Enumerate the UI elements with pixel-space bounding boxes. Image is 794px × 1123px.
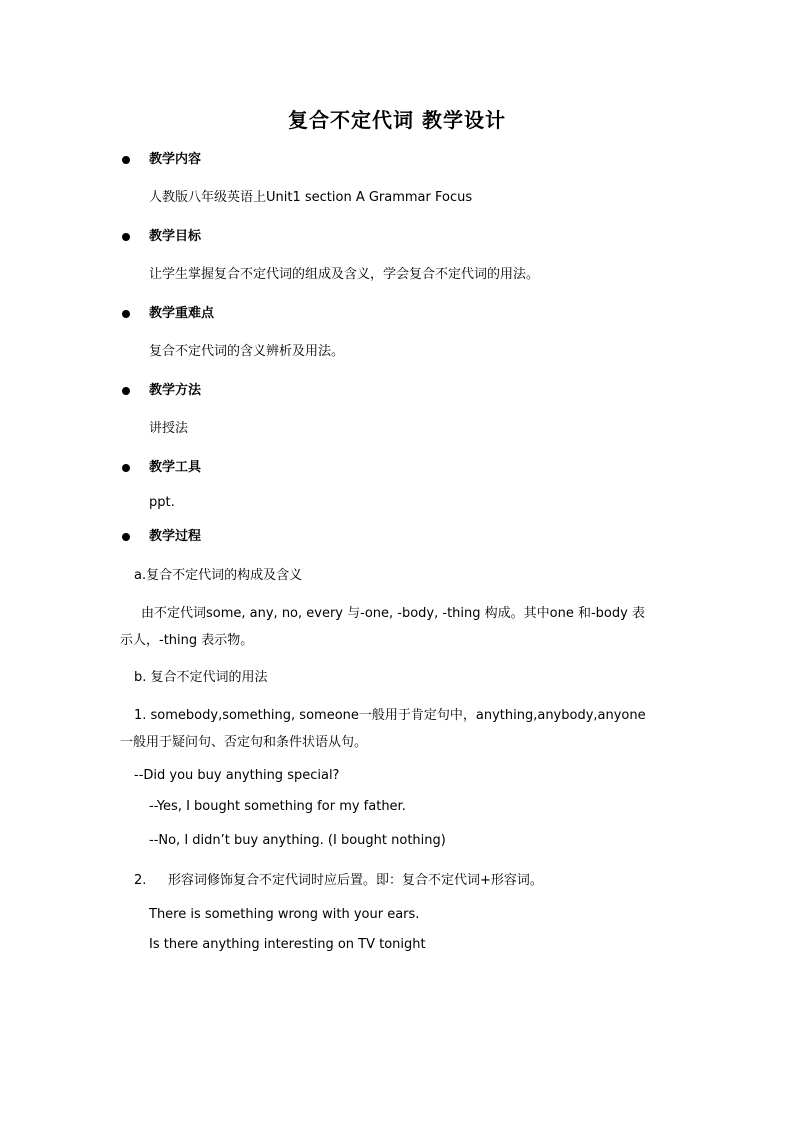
example-sentence-1: There is something wrong with your ears. (149, 907, 420, 922)
process-b2-number: 2. (134, 873, 147, 888)
bullet-icon (122, 387, 130, 395)
process-b-title: b. 复合不定代词的用法 (134, 670, 268, 685)
process-b1-text-line-2: 一般用于疑问句、否定句和条件状语从句。 (120, 735, 368, 750)
process-a-text-line-2: 示人，-thing 表示物。 (120, 633, 254, 648)
example-answer-no: --No, I didn’t buy anything. (I bought nothing) (149, 833, 446, 848)
process-a-text-line-1: 由不定代词some, any, no, every 与-one, -body, -thing 构成。其中one 和-body 表 (141, 606, 645, 621)
example-answer-yes: --Yes, I bought something for my father. (149, 799, 406, 814)
section-heading-label: 教学重难点 (149, 306, 215, 321)
bullet-icon (122, 310, 130, 318)
document-title: 复合不定代词 教学设计 (288, 108, 506, 132)
example-sentence-2: Is there anything interesting on TV tonight (149, 937, 426, 952)
section-objective-text: 让学生掌握复合不定代词的组成及含义，学会复合不定代词的用法。 (149, 267, 540, 282)
section-heading-label: 教学过程 (149, 529, 202, 544)
example-question: --Did you buy anything special? (134, 768, 340, 783)
process-b2-text: 形容词修饰复合不定代词时应后置。即：复合不定代词+形容词。 (168, 873, 543, 888)
process-b1-text-line-1: 1. somebody,something, someone一般用于肯定句中，anything,anybody,anyone (134, 708, 646, 723)
section-heading-label: 教学方法 (149, 383, 202, 398)
section-content-text: 人教版八年级英语上Unit1 section A Grammar Focus (149, 190, 473, 205)
bullet-icon (122, 533, 130, 541)
section-tools-text: ppt. (149, 495, 175, 510)
bullet-icon (122, 156, 130, 164)
section-key-points-text: 复合不定代词的含义辨析及用法。 (149, 344, 345, 359)
section-heading-label: 教学内容 (149, 152, 202, 167)
process-a-title: a.复合不定代词的构成及含义 (134, 568, 303, 583)
bullet-icon (122, 464, 130, 472)
section-heading-label: 教学目标 (149, 229, 202, 244)
bullet-icon (122, 233, 130, 241)
section-method-text: 讲授法 (149, 421, 189, 436)
section-heading-label: 教学工具 (149, 460, 202, 475)
